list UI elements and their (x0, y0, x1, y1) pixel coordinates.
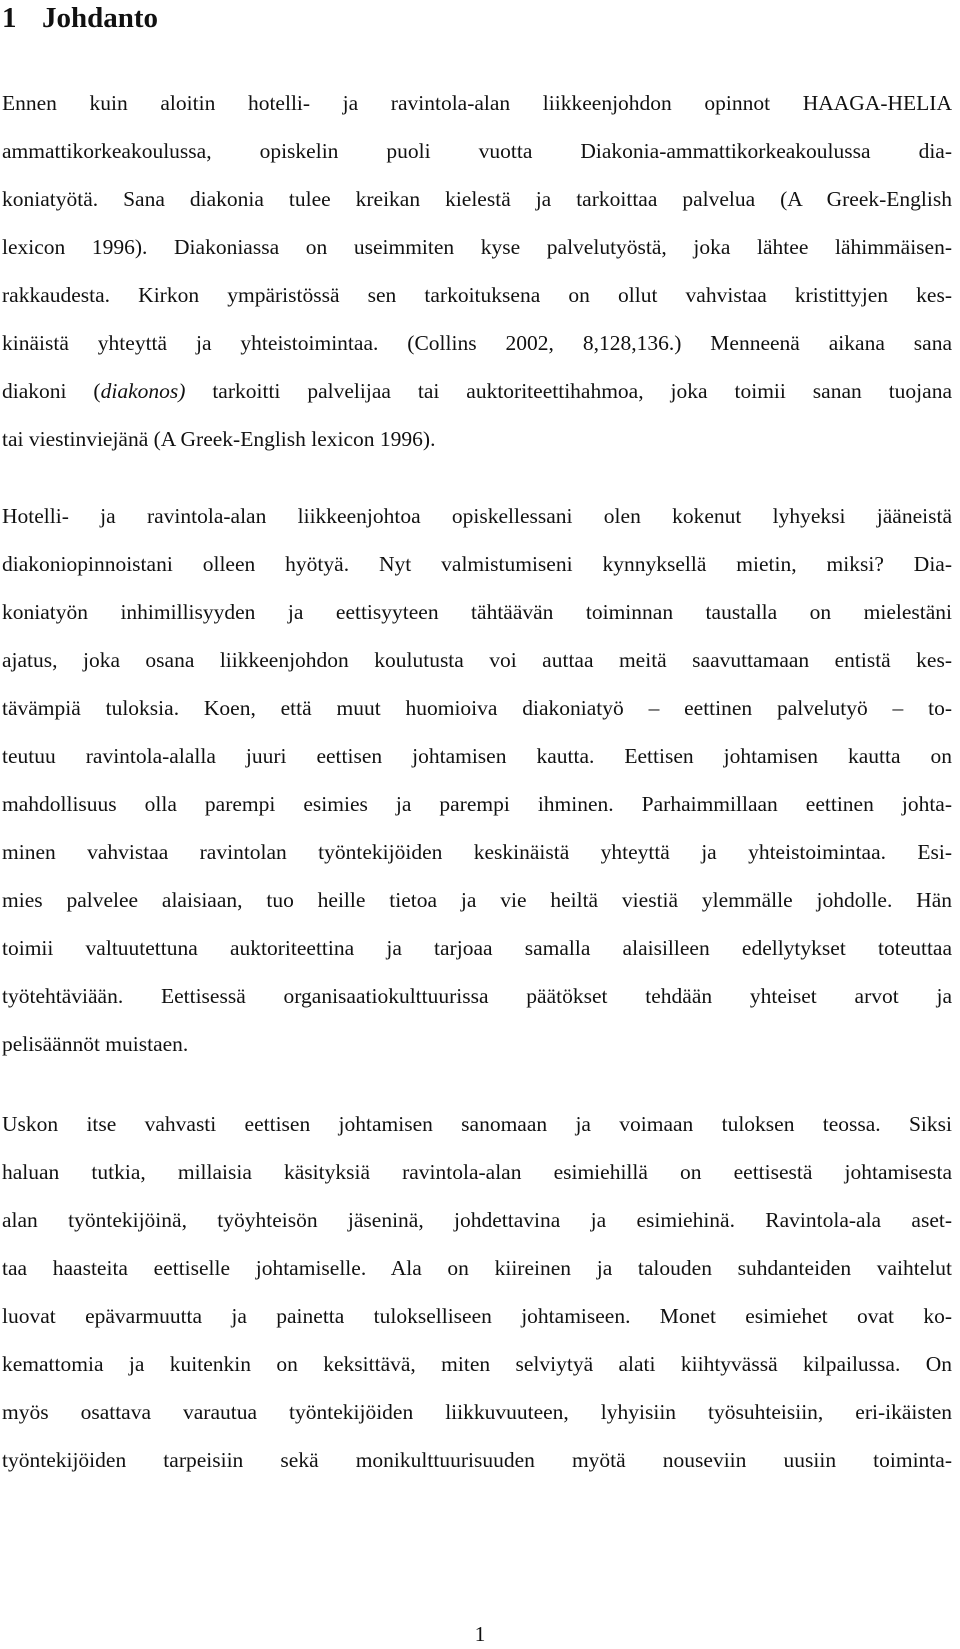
text-line: koniatyön inhimillisyyden ja eettisyyteen tähtäävän toiminnan taustalla on mielestäni (2, 600, 952, 624)
text-line: työtehtäviään. Eettisessä organisaatiokulttuurissa päätökset tehdään yhteiset arvot ja (2, 984, 952, 1008)
text-line: diakoniopinnoistani olleen hyötyä. Nyt valmistumiseni kynnyksellä mietin, miksi? Dia- (2, 552, 952, 576)
chapter-heading (2, 0, 158, 36)
paragraph-2 (2, 492, 952, 1068)
text-line: luovat epävarmuutta ja painetta tulokselliseen johtamiseen. Monet esimiehet ovat ko- (2, 1304, 952, 1328)
text-line: koniatyötä. Sana diakonia tulee kreikan kielestä ja tarkoittaa palvelua (A Greek-English (2, 187, 952, 211)
text-line: ajatus, joka osana liikkeenjohdon koulutusta voi auttaa meitä saavuttamaan entistä kes- (2, 648, 952, 672)
page-number: 1 (474, 1622, 486, 1646)
text-line: tävämpiä tuloksia. Koen, että muut huomioiva diakoniatyö – eettinen palvelutyö – to- (2, 696, 952, 720)
italic-term: diakonos) (100, 379, 186, 403)
text-line: kinäistä yhteyttä ja yhteistoimintaa. (Collins 2002, 8,128,136.) Menneenä aikana sana (2, 331, 952, 355)
text-line (2, 367, 952, 415)
text-line: Ennen kuin aloitin hotelli- ja ravintola-alan liikkeenjohdon opinnot HAAGA-HELIA (2, 91, 952, 115)
text-line: ammattikorkeakoulussa, opiskelin puoli vuotta Diakonia-ammattikorkeakoulussa dia- (2, 139, 952, 163)
text-run: diakoni ( (2, 379, 101, 403)
text-line: lexicon 1996). Diakoniassa on useimmiten kyse palvelutyöstä, joka lähtee lähimmäisen- (2, 235, 952, 259)
text-line: teutuu ravintola-alalla juuri eettisen johtamisen kautta. Eettisen johtamisen kautta on (2, 744, 952, 768)
text-line: mies palvelee alaisiaan, tuo heille tietoa ja vie heiltä viestiä ylemmälle johdolle. Hän (2, 888, 952, 912)
paragraph-3 (2, 1100, 952, 1484)
text-line: Uskon itse vahvasti eettisen johtamisen sanomaan ja voimaan tuloksen teossa. Siksi (2, 1112, 952, 1136)
text-line: myös osattava varautua työntekijöiden liikkuvuuteen, lyhyisiin työsuhteisiin, eri-ikäisten (2, 1400, 952, 1424)
text-line: kemattomia ja kuitenkin on keksittävä, miten selviytyä alati kiihtyvässä kilpailussa. On (2, 1352, 952, 1376)
chapter-number: 1 (2, 2, 17, 34)
text-line: tai viestinviejänä (A Greek-English lexicon 1996). (2, 427, 436, 451)
text-line: taa haasteita eettiselle johtamiselle. Ala on kiireinen ja talouden suhdanteiden vaihtelut (2, 1256, 952, 1280)
text-line: mahdollisuus olla parempi esimies ja parempi ihminen. Parhaimmillaan eettinen johta- (2, 792, 952, 816)
text-line: pelisäännöt muistaen. (2, 1032, 189, 1056)
paragraph-1 (2, 79, 952, 463)
text-line: rakkaudesta. Kirkon ympäristössä sen tarkoituksena on ollut vahvistaa kristittyjen kes- (2, 283, 952, 307)
text-line: alan työntekijöinä, työyhteisön jäseninä, johdettavina ja esimiehinä. Ravintola-ala aset- (2, 1208, 952, 1232)
text-line: toimii valtuutettuna auktoriteettina ja tarjoaa samalla alaisilleen edellytykset toteuttaa (2, 936, 952, 960)
text-line: työntekijöiden tarpeisiin sekä monikulttuurisuuden myötä nouseviin uusiin toiminta- (2, 1448, 952, 1472)
text-line: minen vahvistaa ravintolan työntekijöiden keskinäistä yhteyttä ja yhteistoimintaa. Esi- (2, 840, 952, 864)
text-line: Hotelli- ja ravintola-alan liikkeenjohtoa opiskellessani olen kokenut lyhyeksi jääneistä (2, 504, 952, 528)
chapter-title: Johdanto (42, 2, 159, 34)
text-line: haluan tutkia, millaisia käsityksiä ravintola-alan esimiehillä on eettisestä johtamisesta (2, 1160, 952, 1184)
text-run: tarkoitti palvelijaa tai auktoriteettihahmoa, joka toimii sanan tuojana (185, 379, 952, 403)
